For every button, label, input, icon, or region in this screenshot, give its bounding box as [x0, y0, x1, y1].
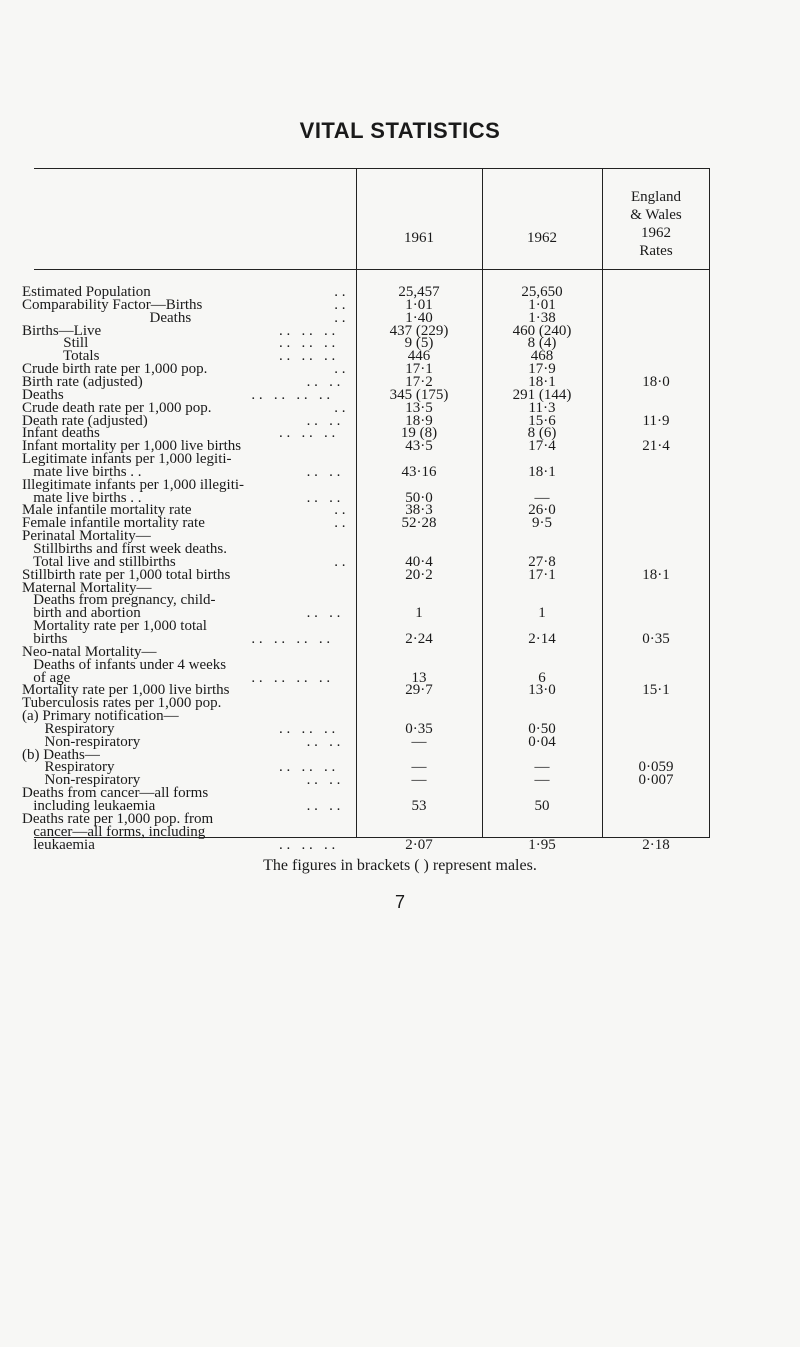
cell-1962: —	[534, 772, 550, 789]
row-label: Deaths of infants under 4 weeks	[22, 656, 227, 673]
row-label: Deaths	[22, 309, 192, 326]
cell-1961: 1·01	[405, 296, 433, 313]
cell-1961: 20·2	[405, 566, 433, 583]
row-label: Crude birth rate per 1,000 pop.	[22, 361, 208, 378]
row-leader-dots: . . . . . .	[279, 348, 336, 365]
row-label: Illegitimate infants per 1,000 illegiti-	[22, 476, 245, 493]
row-label: Birth rate (adjusted)	[22, 373, 143, 390]
row-label: Male infantile mortality rate	[22, 502, 192, 519]
cell-1961: 25,457	[398, 284, 440, 300]
cell-1962: 11·3	[528, 399, 556, 416]
row-leader-dots: . .	[334, 309, 346, 326]
cell-1962: 26·0	[528, 502, 556, 519]
column-divider-3	[602, 168, 603, 838]
cell-1961: 43·16	[401, 463, 437, 480]
row-label: Deaths	[22, 386, 64, 403]
vital-statistics-table	[22, 168, 710, 853]
cell-1962: 9·5	[532, 515, 552, 532]
cell-1961: 43·5	[405, 438, 433, 455]
row-label: Tuberculosis rates per 1,000 pop.	[22, 695, 222, 712]
cell-ew-1962: 0·007	[638, 772, 674, 789]
row-leader-dots: . . . .	[306, 733, 341, 750]
row-leader-dots: . .	[334, 296, 346, 313]
header-ew-line-1: England	[631, 189, 681, 205]
cell-1962: 2·14	[528, 630, 556, 647]
row-label: Estimated Population	[22, 284, 151, 300]
row-label: Perinatal Mortality—	[22, 528, 151, 545]
cell-1962: 18·1	[528, 463, 556, 480]
cell-1962: 13·0	[528, 682, 556, 699]
page-number: 7	[394, 892, 405, 912]
row-label: Mortality rate per 1,000 total	[22, 618, 207, 635]
row-leader-dots: . . . . . . . .	[251, 669, 331, 686]
cell-1962: 15·6	[528, 412, 556, 429]
table-top-rule	[34, 168, 710, 169]
row-leader-dots: . . . .	[306, 412, 341, 429]
row-leader-dots: . . . .	[306, 463, 341, 480]
row-leader-dots: . . . .	[306, 489, 341, 506]
cell-1961: 17·2	[405, 373, 433, 390]
row-label: births	[22, 630, 68, 647]
row-leader-dots: . . . . . .	[279, 720, 336, 737]
cell-ew-1962: 18·1	[642, 566, 670, 583]
row-label: Death rate (adjusted)	[22, 412, 148, 429]
cell-ew-1962: 2·18	[642, 836, 670, 853]
cell-1961: 2·07	[405, 836, 433, 853]
cell-1961: 1	[415, 605, 423, 622]
cell-1961: —	[411, 772, 427, 789]
row-leader-dots: . .	[334, 284, 346, 300]
cell-ew-1962: 11·9	[642, 412, 670, 429]
row-label: birth and abortion	[22, 605, 141, 622]
row-label: (b) Deaths—	[22, 746, 100, 763]
row-leader-dots: . .	[334, 502, 346, 519]
row-label: Maternal Mortality—	[22, 579, 152, 596]
cell-1962: —	[534, 759, 550, 776]
cell-1961: —	[411, 759, 427, 776]
table-right-edge	[709, 168, 710, 838]
header-1961: 1961	[404, 230, 434, 246]
row-label: leukaemia	[22, 836, 95, 853]
header-rule	[34, 269, 710, 270]
cell-1962: 25,650	[521, 284, 563, 300]
row-leader-dots: . . . . . .	[279, 425, 336, 442]
row-leader-dots: . . . . . . . .	[251, 386, 331, 403]
row-label: Infant mortality per 1,000 live births	[22, 438, 242, 455]
header-1962: 1962	[527, 230, 557, 246]
cell-1962: 8 (6)	[527, 425, 557, 442]
cell-1961: 38·3	[405, 502, 433, 519]
row-label: Deaths from pregnancy, child-	[22, 592, 216, 609]
row-label: Neo-natal Mortality—	[22, 643, 157, 660]
row-label: Infant deaths	[22, 425, 100, 442]
cell-1961: 52·28	[401, 515, 437, 532]
row-label: Births—Live	[22, 322, 102, 339]
cell-1961: 50·0	[405, 489, 433, 506]
cell-1961: 18·9	[405, 412, 433, 429]
cell-ew-1962: 0·059	[638, 759, 674, 776]
row-label: Total live and stillbirths	[22, 553, 176, 570]
cell-1961: 345 (175)	[389, 386, 449, 403]
cell-1962: 468	[530, 348, 554, 365]
row-leader-dots: . .	[334, 553, 346, 570]
cell-1961: —	[411, 733, 427, 750]
row-label: including leukaemia	[22, 798, 156, 814]
page-title: VITAL STATISTICS	[299, 118, 501, 143]
row-label: Mortality rate per 1,000 live births	[22, 682, 230, 699]
row-leader-dots: . . . . . .	[279, 335, 336, 352]
row-label: Respiratory	[22, 720, 115, 737]
row-leader-dots: . .	[334, 361, 346, 378]
cell-1961: 9 (5)	[404, 335, 434, 352]
row-leader-dots: . . . .	[306, 798, 341, 814]
row-leader-dots: . . . . . .	[279, 836, 336, 853]
row-label: Still	[22, 335, 89, 352]
row-label: Deaths rate per 1,000 pop. from	[22, 810, 214, 827]
row-label: Crude death rate per 1,000 pop.	[22, 399, 212, 416]
cell-1961: 29·7	[405, 682, 433, 699]
row-label: mate live births . .	[22, 489, 142, 506]
row-leader-dots: . . . .	[306, 772, 341, 789]
cell-1961: 53	[411, 798, 427, 814]
cell-1962: 50	[534, 798, 550, 814]
row-label: Totals	[22, 348, 100, 365]
row-label: (a) Primary notification—	[22, 708, 179, 725]
row-label: Comparability Factor—Births	[22, 296, 203, 313]
cell-1961: 17·1	[405, 361, 433, 378]
cell-ew-1962: 15·1	[642, 682, 670, 699]
row-leader-dots: . . . .	[306, 605, 341, 622]
cell-1961: 437 (229)	[389, 322, 449, 339]
cell-1962: 0·50	[528, 720, 556, 737]
cell-1962: —	[534, 489, 550, 506]
header-ew-line-4: Rates	[639, 243, 673, 259]
row-label: Non-respiratory	[22, 772, 141, 789]
cell-1961: 19 (8)	[400, 425, 438, 442]
row-leader-dots: . . . . . .	[279, 759, 336, 776]
cell-1961: 13·5	[405, 399, 433, 416]
header-england-wales	[602, 188, 710, 260]
row-leader-dots: . .	[334, 399, 346, 416]
cell-ew-1962: 21·4	[642, 438, 670, 455]
cell-1962: 17·4	[528, 438, 556, 455]
row-label: Stillbirth rate per 1,000 total births	[22, 566, 231, 583]
row-leader-dots: . . . .	[306, 373, 341, 390]
cell-1962: 291 (144)	[512, 386, 572, 403]
cell-ew-1962: 18·0	[642, 373, 670, 390]
cell-1962: 1·38	[528, 309, 556, 326]
row-leader-dots: . .	[334, 515, 346, 532]
row-leader-dots: . . . . . . . .	[251, 630, 331, 647]
header-ew-line-3: 1962	[641, 225, 671, 241]
cell-1962: 0·04	[528, 733, 556, 750]
cell-ew-1962: 0·35	[642, 630, 670, 647]
cell-1962: 460 (240)	[512, 322, 572, 339]
row-label: of age	[22, 669, 71, 686]
footnote: The figures in brackets ( ) represent males.	[263, 857, 537, 874]
row-label: Non-respiratory	[22, 733, 141, 750]
row-label: Deaths from cancer—all forms	[22, 785, 209, 802]
cell-1962: 18·1	[528, 373, 556, 390]
cell-1961: 40·4	[405, 553, 433, 570]
cell-1962: 6	[538, 669, 546, 686]
cell-1962: 1·95	[528, 836, 556, 853]
cell-1962: 27·8	[528, 553, 556, 570]
cell-1961: 13	[411, 669, 427, 686]
row-label: Stillbirths and first week deaths.	[22, 541, 227, 557]
cell-1962: 1·01	[528, 296, 556, 313]
row-label: Respiratory	[22, 759, 115, 776]
cell-1962: 17·9	[528, 361, 556, 378]
row-label: Female infantile mortality rate	[22, 515, 205, 532]
cell-1962: 8 (4)	[527, 335, 557, 352]
header-ew-line-2: & Wales	[630, 207, 682, 223]
cell-1961: 446	[407, 348, 431, 365]
row-label: Legitimate infants per 1,000 legiti-	[22, 451, 232, 468]
cell-1961: 2·24	[405, 630, 433, 647]
cell-1962: 17·1	[528, 566, 556, 583]
row-label: cancer—all forms, including	[22, 823, 206, 840]
cell-1962: 1	[538, 605, 546, 622]
cell-1961: 1·40	[405, 309, 433, 326]
cell-1961: 0·35	[405, 720, 433, 737]
row-label: mate live births . .	[22, 463, 142, 480]
row-leader-dots: . . . . . .	[279, 322, 336, 339]
